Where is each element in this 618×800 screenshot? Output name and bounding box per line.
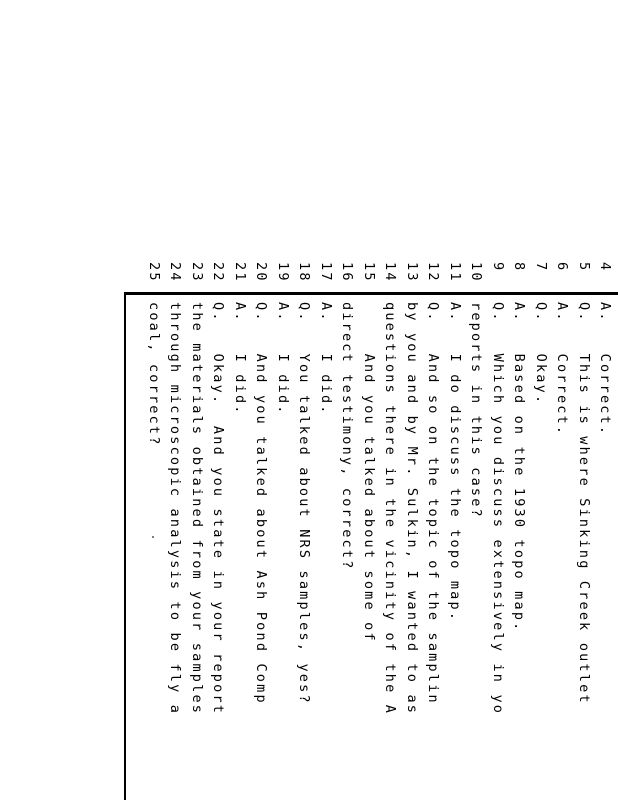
line-number: 13: [403, 262, 420, 283]
line-number: 18: [296, 262, 312, 283]
line-text: Q. And so on the topic of the samplin: [425, 302, 441, 705]
line-number: 10: [468, 262, 484, 283]
line-number: 7: [532, 262, 549, 273]
line-number: 21: [231, 262, 248, 283]
line-text: Q. Okay. And you state in your report: [210, 302, 226, 716]
line-text: Q. And you talked about Ash Pond Comp: [253, 302, 269, 705]
line-text: coal, correct?: [145, 302, 162, 447]
line-number: 16: [339, 262, 355, 283]
line-number: 8: [511, 262, 527, 273]
line-number: 15: [360, 262, 377, 283]
line-text: Q. You talked about NRS samples, yes?: [296, 302, 312, 705]
line-number: 14: [382, 262, 398, 283]
line-text: And you talked about some of: [360, 302, 377, 643]
line-number: 19: [274, 262, 291, 283]
line-text: Q. Which you discuss extensively in yo: [489, 302, 506, 716]
line-number: 11: [446, 262, 463, 283]
line-text: A. I did.: [317, 302, 334, 416]
line-text: Q. This is where Sinking Creek outlet: [575, 302, 592, 705]
line-text: A. Correct.: [554, 302, 570, 437]
line-number: 5: [575, 262, 592, 273]
line-number: 24: [167, 262, 183, 283]
line-text: A. I did.: [274, 302, 291, 416]
line-text: through microscopic analysis to be fly a: [167, 302, 183, 716]
line-number: 20: [253, 262, 269, 283]
line-number: 23: [188, 262, 205, 283]
line-number: 12: [425, 262, 441, 283]
line-text: A. Correct.: [597, 302, 613, 437]
line-number: 6: [554, 262, 570, 273]
line-number: 17: [317, 262, 334, 283]
margin-rule: [124, 292, 618, 295]
line-text: reports in this case?: [468, 302, 484, 519]
line-number: 22: [210, 262, 226, 283]
line-text: by you and by Mr. Sulkin, I wanted to as: [403, 302, 420, 716]
left-rule: [124, 292, 126, 800]
line-text: the materials obtained from your samples: [188, 302, 205, 716]
line-number: 9: [489, 262, 506, 273]
line-number: 4: [597, 262, 613, 273]
line-text: questions there in the vicinity of the A: [382, 302, 398, 716]
line-number: 25: [145, 262, 162, 283]
line-text: A. Based on the 1930 topo map.: [511, 302, 527, 633]
line-text: direct testimony, correct?: [339, 302, 355, 571]
line-text: A. I did.: [231, 302, 248, 416]
line-text: A. I do discuss the topo map.: [446, 302, 463, 623]
scan-speck: [152, 536, 154, 538]
line-text: Q. Okay.: [532, 302, 549, 406]
